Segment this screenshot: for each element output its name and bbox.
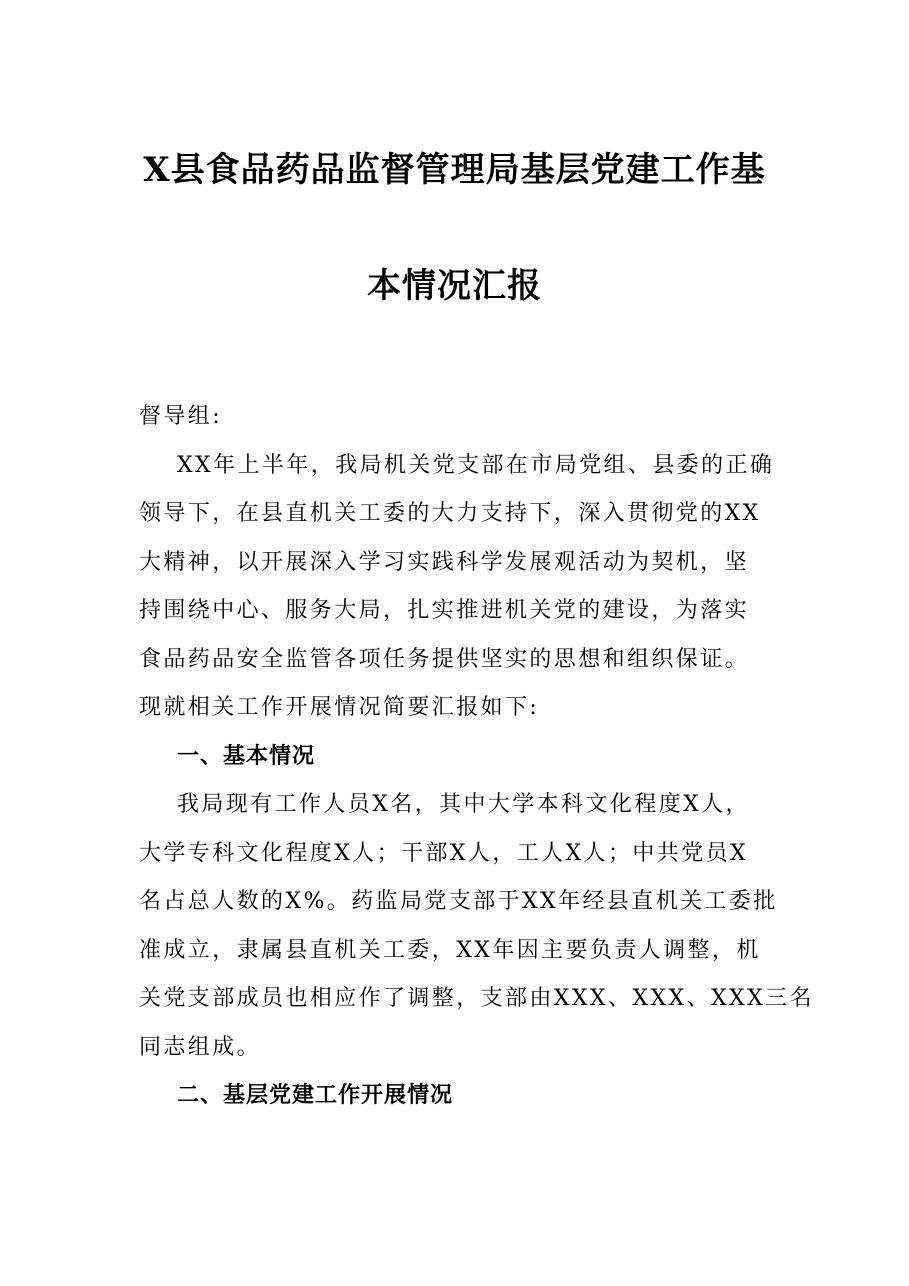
section-1-paragraph-line: 准成立，隶属县直机关工委，XX年因主要负责人调整，机 — [139, 937, 761, 963]
section-1-paragraph-line: 大学专科文化程度X人；干部X人，工人X人；中共党员X — [139, 840, 749, 866]
intro-paragraph-line: 食品药品安全监管各项任务提供坚实的思想和组织保证。 — [139, 646, 750, 672]
intro-paragraph-line: 持围绕中心、服务大局，扎实推进机关党的建设，为落实 — [139, 598, 750, 623]
document-body — [139, 393, 814, 1121]
section-1-paragraph-line: 关党支部成员也相应作了调整，支部由XXX、XXX、XXX三名 — [139, 986, 814, 1011]
section-1-heading: 一、基本情况 — [177, 743, 316, 769]
document-title-line-2: 本情况汇报 — [367, 266, 542, 306]
intro-paragraph-line: 领导下，在县直机关工委的大力支持下，深入贯彻党的XX — [139, 501, 761, 526]
salutation: 督导组: — [139, 404, 223, 429]
section-1-paragraph-line: 我局现有工作人员X名，其中大学本科文化程度X人， — [177, 792, 750, 817]
section-1-paragraph-line: 名占总人数的X%。药监局党支部于XX年经县直机关工委批 — [139, 889, 778, 914]
intro-paragraph-line: 大精神，以开展深入学习实践科学发展观活动为契机，坚 — [139, 549, 750, 575]
section-1-paragraph-line: 同志组成。 — [139, 1034, 262, 1060]
intro-paragraph-line: 现就相关工作开展情况简要汇报如下: — [139, 695, 540, 720]
intro-paragraph-line: XX年上半年，我局机关党支部在市局党组、县委的正确 — [177, 452, 775, 478]
document-title-line-1: X县食品药品监督管理局基层党建工作基 — [143, 150, 766, 190]
section-2-heading: 二、基层党建工作开展情况 — [177, 1083, 454, 1108]
